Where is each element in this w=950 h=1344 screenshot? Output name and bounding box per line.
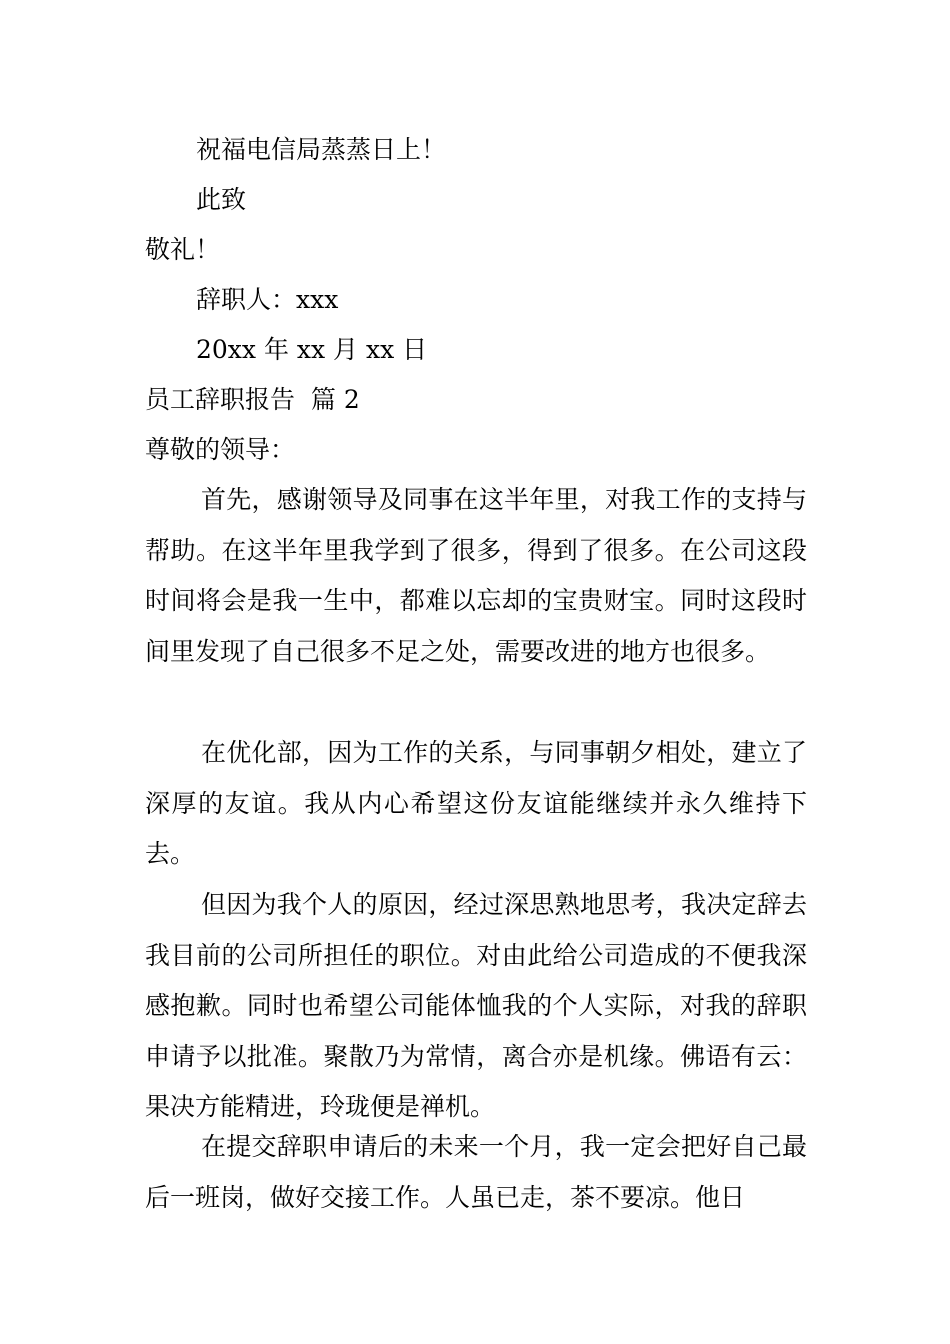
regards-prefix-line: 此致	[196, 185, 247, 214]
body-paragraph: 在提交辞职申请后的未来一个月，我一定会把好自己最后一班岗，做好交接工作。人虽已走，茶不要凉。他日	[145, 1132, 807, 1212]
signer-line: 辞职人：xxx	[196, 285, 339, 314]
blessing-line: 祝福电信局蒸蒸日上！	[196, 135, 447, 164]
body-paragraph: 在优化部，因为工作的关系，与同事朝夕相处，建立了深厚的友谊。我从内心希望这份友谊能继续并永久维持下去。	[145, 738, 807, 868]
salutation-line: 尊敬的领导：	[145, 435, 296, 464]
body-paragraph: 首先，感谢领导及同事在这半年里，对我工作的支持与帮助。在这半年里我学到了很多，得到了很多。在公司这段时间将会是我一生中，都难以忘却的宝贵财宝。同时这段时间里发现了自己很多不足之处，需要改进的地方也很多。	[145, 485, 807, 666]
body-paragraph: 但因为我个人的原因，经过深思熟地思考，我决定辞去我目前的公司所担任的职位。对由此给公司造成的不便我深感抱歉。同时也希望公司能体恤我的个人实际，对我的辞职申请予以批准。聚散乃为常情，离合亦是机缘。佛语有云：果决方能精进，玲珑便是禅机。	[145, 890, 807, 1121]
date-line: 20xx 年 xx 月 xx 日	[196, 335, 428, 364]
regards-line: 敬礼！	[145, 235, 221, 264]
section-title: 员工辞职报告 篇 2	[145, 385, 360, 414]
